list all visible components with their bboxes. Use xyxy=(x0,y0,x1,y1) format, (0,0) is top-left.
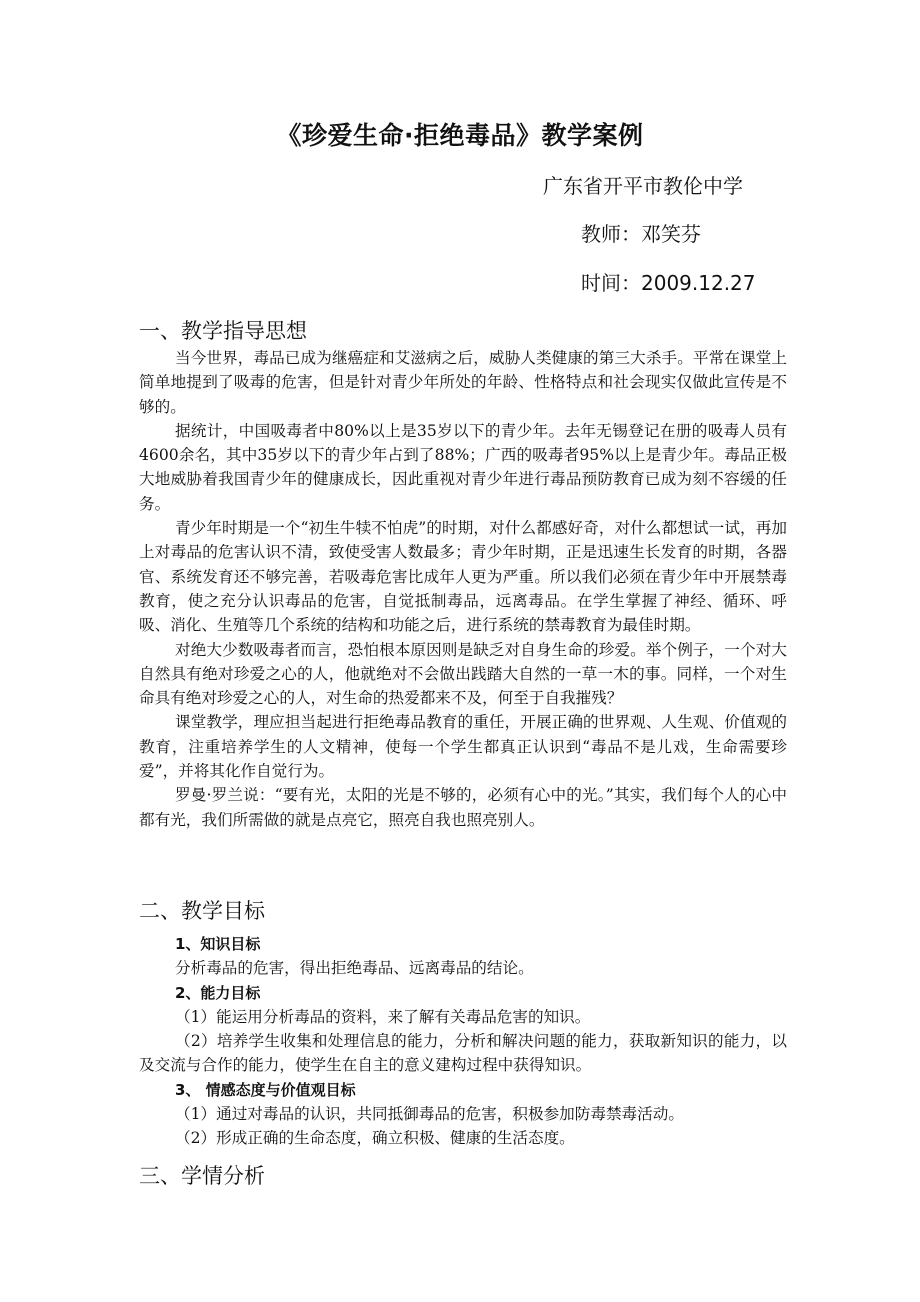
paragraph: 课堂教学，理应担当起进行拒绝毒品教育的重任，开展正确的世界观、人生观、价值观的教育，注重培养学生的人文精神，使每一个学生都真正认识到“毒品不是儿戏，生命需要珍爱”，并将其化作自觉行为。 xyxy=(139,713,787,781)
goal-3-title: 3、 情感态度与价值观目标 xyxy=(175,1080,356,1099)
teaching-objectives xyxy=(139,932,787,1151)
teacher-name: 教师：邓笑芬 xyxy=(581,222,701,246)
goal-3-item-2: （2）形成正确的生命态度，确立积极、健康的生活态度。 xyxy=(175,1129,575,1148)
paragraph: 据统计，中国吸毒者中80%以上是35岁以下的青少年。去年无锡登记在册的吸毒人员有4600余名，其中35岁以下的青少年占到了88%；广西的吸毒者95%以上是青少年。毒品正极大地威胁着我国青少年的健康成长，因此重视对青少年进行毒品预防教育已成为刻不容缓的任务。 xyxy=(139,421,787,513)
school-name: 广东省开平市教伦中学 xyxy=(543,174,743,198)
section-heading-3: 三、学情分析 xyxy=(139,1164,265,1188)
paragraph: 青少年时期是一个“初生牛犊不怕虎”的时期，对什么都感好奇，对什么都想试一试，再加上对毒品的危害认识不清，致使受害人数最多；青少年时期，正是迅速生长发育的时期，各器官、系统发育还不够完善，若吸毒危害比成年人更为严重。所以我们必须在青少年中开展禁毒教育，使之充分认识毒品的危害，自觉抵制毒品，远离毒品。在学生掌握了神经、循环、呼吸、消化、生殖等几个系统的结构和功能之后，进行系统的禁毒教育为最佳时期。 xyxy=(139,519,787,635)
goal-1-title: 1、知识目标 xyxy=(175,935,261,953)
section-heading-1: 一、教学指导思想 xyxy=(139,319,307,343)
goal-1-text: 分析毒品的危害，得出拒绝毒品、远离毒品的结论。 xyxy=(175,959,534,978)
document-title: 《珍爱生命·拒绝毒品》教学案例 xyxy=(276,121,644,150)
paragraph: 当今世界，毒品已成为继癌症和艾滋病之后，威胁人类健康的第三大杀手。平常在课堂上简单地提到了吸毒的危害，但是针对青少年所处的年龄、性格特点和社会现实仅做此宣传是不够的。 xyxy=(139,349,787,416)
goal-2-item-1: （1）能运用分析毒品的资料，来了解有关毒品危害的知识。 xyxy=(175,1007,591,1026)
section-1-body xyxy=(139,346,787,832)
paragraph: 对绝大少数吸毒者而言，恐怕根本原因则是缺乏对自身生命的珍爱。举个例子，一个对大自然具有绝对珍爱之心的人，他就绝对不会做出践踏大自然的一草一木的事。同样，一个对生命具有绝对珍爱之心的人，对生命的热爱都来不及，何至于自我摧残？ xyxy=(139,640,787,708)
date-line: 时间：2009.12.27 xyxy=(581,271,756,295)
paragraph: 罗曼·罗兰说：“要有光，太阳的光是不够的，必须有心中的光。”其实，我们每个人的心中都有光，我们所需做的就是点亮它，照亮自我也照亮别人。 xyxy=(139,786,787,829)
goal-2-item-2: （2）培养学生收集和处理信息的能力，分析和解决问题的能力，获取新知识的能力，以及交流与合作的能力，使学生在自主的意义建构过程中获得知识。 xyxy=(139,1032,787,1075)
section-heading-2: 二、教学目标 xyxy=(139,899,265,923)
goal-2-title: 2、能力目标 xyxy=(175,983,261,1002)
goal-3-item-1: （1）通过对毒品的认识，共同抵御毒品的危害，积极参加防毒禁毒活动。 xyxy=(175,1105,684,1124)
